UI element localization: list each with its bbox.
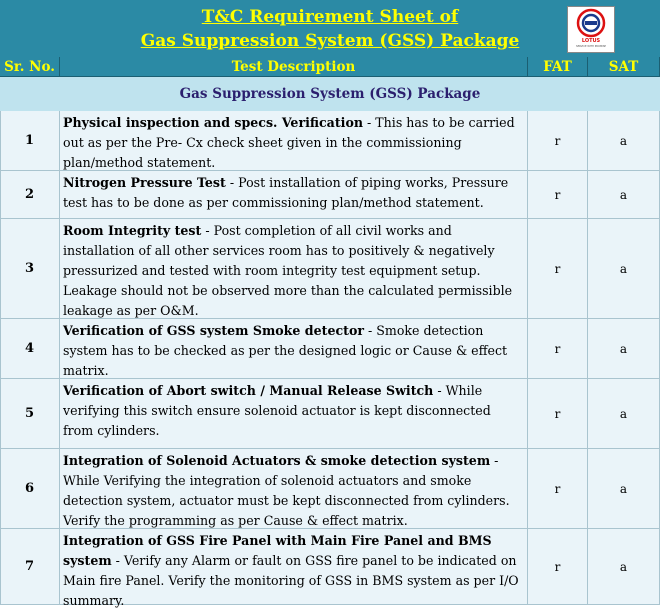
sat-mark-cell: a xyxy=(588,219,660,319)
test-text: - Verify any Alarm or fault on GSS fire panel to be indicated on Main fire Panel. Verify the monitoring of GSS in BMS system as per I/O summary. xyxy=(63,553,519,608)
sr-no-cell: 2 xyxy=(0,171,60,219)
sr-no-cell: 3 xyxy=(0,219,60,319)
test-title: Nitrogen Pressure Test xyxy=(63,175,226,190)
test-description-cell xyxy=(60,379,528,449)
test-title: Verification of GSS system Smoke detector xyxy=(63,323,364,338)
test-description-cell xyxy=(60,171,528,219)
test-text: - While Verifying the integration of solenoid actuators and smoke detection system, actuator must be kept disconnected from cylinders. Verify the programming as per Cause & effect matrix. xyxy=(63,453,510,528)
header-test-description: Test Description xyxy=(60,57,528,77)
test-description-cell xyxy=(60,319,528,379)
test-title: Integration of Solenoid Actuators & smoke detection system xyxy=(63,453,491,468)
test-title: Physical inspection and specs. Verification xyxy=(63,115,364,130)
header-sat: SAT xyxy=(588,57,660,77)
sat-mark-cell: a xyxy=(588,171,660,219)
sr-no-cell: 4 xyxy=(0,319,60,379)
sat-mark-cell: a xyxy=(588,111,660,171)
sr-no-cell: 7 xyxy=(0,529,60,605)
fat-mark-cell: r xyxy=(528,219,588,319)
test-title: Verification of Abort switch / Manual Release Switch xyxy=(63,383,434,398)
test-description-cell xyxy=(60,219,528,319)
sheet-title-line-2: Gas Suppression System (GSS) Package xyxy=(140,31,520,51)
test-text: - Post installation of piping works, Pressure test has to be done as per commissioning plan/method statement. xyxy=(63,175,509,210)
logo-word: LOTUS xyxy=(581,38,601,44)
test-title: Integration of GSS Fire Panel with Main Fire Panel and BMS system xyxy=(63,533,492,568)
fat-mark-cell: r xyxy=(528,319,588,379)
test-title: Room Integrity test xyxy=(63,223,202,238)
title-bar xyxy=(0,0,660,58)
section-title: Gas Suppression System (GSS) Package xyxy=(0,77,660,112)
fat-mark-cell: r xyxy=(528,111,588,171)
test-text: - This has to be carried out as per the Pre- Cx check sheet given in the commissioning plan/method statement. xyxy=(63,115,515,170)
sat-mark-cell: a xyxy=(588,319,660,379)
test-description-cell xyxy=(60,529,528,608)
sat-mark-cell: a xyxy=(588,449,660,529)
test-text: - While verifying this switch ensure solenoid actuator is kept disconnected from cylinders. xyxy=(63,383,491,438)
sr-no-cell: 6 xyxy=(0,449,60,529)
logo-tagline: SERVICE WITH PROMISE xyxy=(575,45,607,48)
sr-no-cell: 5 xyxy=(0,379,60,449)
company-logo-icon xyxy=(567,6,615,53)
test-description-cell xyxy=(60,449,528,529)
test-text: - Smoke detection system has to be checked as per the designed logic or Cause & effect matrix. xyxy=(63,323,508,378)
header-fat: FAT xyxy=(528,57,588,77)
fat-mark-cell: r xyxy=(528,449,588,529)
test-text: - Post completion of all civil works and installation of all other services room has to positively & negatively pressurized and tested with room integrity test equipment setup. Leakage should not be observed more than the calculated permissible leakage as per O&M. xyxy=(63,223,513,318)
sat-mark-cell: a xyxy=(588,379,660,449)
fat-mark-cell: r xyxy=(528,379,588,449)
test-description-cell xyxy=(60,111,528,171)
sheet-title-line-1: T&C Requirement Sheet of xyxy=(201,7,459,27)
header-sr-no: Sr. No. xyxy=(0,57,60,77)
fat-mark-cell: r xyxy=(528,171,588,219)
fat-mark-cell: r xyxy=(528,529,588,605)
sr-no-cell: 1 xyxy=(0,111,60,171)
sat-mark-cell: a xyxy=(588,529,660,605)
